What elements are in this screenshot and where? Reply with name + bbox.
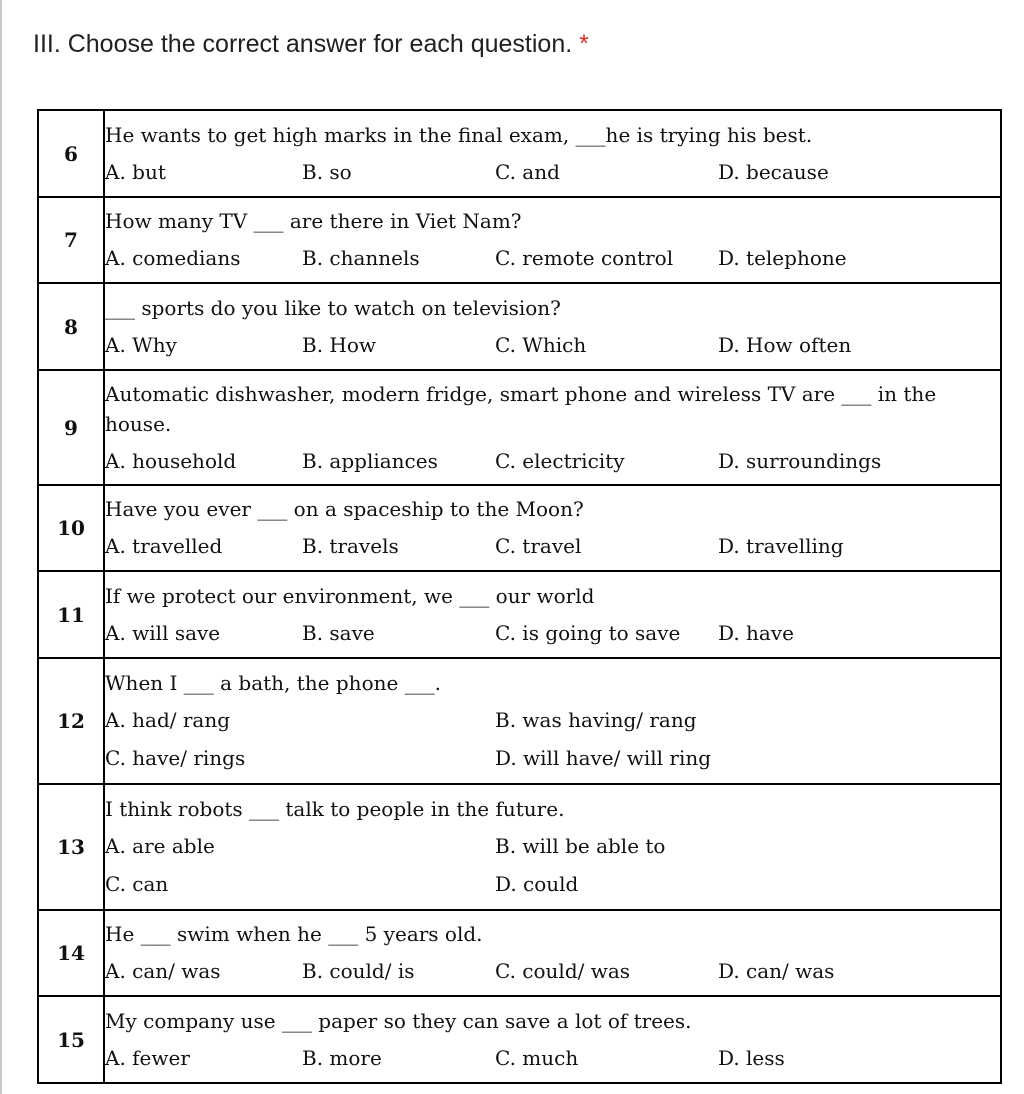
question-row-12 <box>38 658 1001 784</box>
question-row-14 <box>38 910 1001 996</box>
option-b[interactable]: B. channels <box>302 246 420 270</box>
question-row-8 <box>38 283 1001 370</box>
question-content <box>104 283 1001 370</box>
question-row-13 <box>38 784 1001 910</box>
question-number: 14 <box>38 910 104 996</box>
option-c[interactable]: C. and <box>495 159 560 184</box>
options-row <box>105 326 1000 364</box>
option-a[interactable]: A. Why <box>105 332 177 357</box>
option-b[interactable]: B. could/ is <box>302 959 415 983</box>
option-b[interactable]: B. travels <box>302 534 399 558</box>
options-row <box>105 442 1000 480</box>
option-b[interactable]: B. How <box>302 332 377 357</box>
question-row-6 <box>38 110 1001 197</box>
question-number: 10 <box>38 485 104 571</box>
option-c[interactable]: C. can <box>105 872 169 896</box>
question-number: 15 <box>38 996 104 1083</box>
option-a[interactable]: A. travelled <box>105 534 223 558</box>
option-d[interactable]: D. How often <box>718 332 852 357</box>
question-text: My company use ___ paper so they can save a lot of trees. <box>105 1008 692 1033</box>
question-row-15 <box>38 996 1001 1083</box>
options-row <box>105 827 1000 865</box>
question-number: 7 <box>38 197 104 283</box>
option-c[interactable]: C. is going to save <box>495 620 681 645</box>
required-mark: * <box>579 30 589 58</box>
question-text: If we protect our environment, we ___ our world <box>105 583 595 608</box>
question-content <box>104 784 1001 910</box>
option-a[interactable]: A. household <box>105 448 237 473</box>
option-d[interactable]: D. travelling <box>718 534 844 558</box>
option-b[interactable]: B. more <box>302 1045 382 1070</box>
option-a[interactable]: A. comedians <box>105 246 241 270</box>
options-row <box>105 527 1000 565</box>
question-text: How many TV ___ are there in Viet Nam? <box>105 209 522 233</box>
option-b[interactable]: B. so <box>302 159 352 184</box>
question-content <box>104 571 1001 658</box>
left-border <box>0 0 2 1094</box>
question-number: 12 <box>38 658 104 784</box>
question-text: Automatic dishwasher, modern fridge, smart phone and wireless TV are ___ in the house. <box>105 381 937 436</box>
heading-text: III. Choose the correct answer for each question. <box>33 30 573 58</box>
question-row-10 <box>38 485 1001 571</box>
question-text: I think robots ___ talk to people in the future. <box>105 797 565 821</box>
options-row <box>105 952 1000 990</box>
options-row <box>105 239 1000 277</box>
question-table <box>37 109 1002 1084</box>
option-a[interactable]: A. can/ was <box>105 959 221 983</box>
question-content <box>104 370 1001 485</box>
question-row-9 <box>38 370 1001 485</box>
question-number: 11 <box>38 571 104 658</box>
question-text: ___ sports do you like to watch on television? <box>105 295 561 320</box>
question-content <box>104 485 1001 571</box>
options-row <box>105 739 1000 777</box>
option-a[interactable]: A. had/ rang <box>105 708 231 732</box>
option-b[interactable]: B. save <box>302 620 375 645</box>
option-d[interactable]: D. because <box>718 159 829 184</box>
question-content <box>104 197 1001 283</box>
option-c[interactable]: C. electricity <box>495 448 625 473</box>
option-c[interactable]: C. travel <box>495 534 582 558</box>
option-d[interactable]: D. less <box>718 1045 785 1070</box>
options-row <box>105 701 1000 739</box>
question-number: 9 <box>38 370 104 485</box>
question-content <box>104 910 1001 996</box>
question-text: Have you ever ___ on a spaceship to the Moon? <box>105 497 584 521</box>
option-c[interactable]: C. Which <box>495 332 587 357</box>
option-d[interactable]: D. could <box>495 872 579 896</box>
option-c[interactable]: C. have/ rings <box>105 746 246 770</box>
option-d[interactable]: D. have <box>718 620 794 645</box>
option-b[interactable]: B. appliances <box>302 448 438 473</box>
question-text: When I ___ a bath, the phone ___. <box>105 671 442 695</box>
option-a[interactable]: A. are able <box>105 834 215 858</box>
option-c[interactable]: C. could/ was <box>495 959 631 983</box>
option-b[interactable]: B. will be able to <box>495 834 666 858</box>
option-a[interactable]: A. but <box>105 159 166 184</box>
question-row-11 <box>38 571 1001 658</box>
options-row <box>105 1039 1000 1077</box>
question-content <box>104 658 1001 784</box>
option-c[interactable]: C. remote control <box>495 246 674 270</box>
section-heading <box>33 30 589 59</box>
option-d[interactable]: D. telephone <box>718 246 847 270</box>
option-d[interactable]: D. will have/ will ring <box>495 746 712 770</box>
question-number: 13 <box>38 784 104 910</box>
option-d[interactable]: D. surroundings <box>718 448 882 473</box>
option-b[interactable]: B. was having/ rang <box>495 708 697 732</box>
question-row-7 <box>38 197 1001 283</box>
question-number: 6 <box>38 110 104 197</box>
question-text: He wants to get high marks in the final exam, ___he is trying his best. <box>105 122 813 147</box>
question-content <box>104 110 1001 197</box>
question-number: 8 <box>38 283 104 370</box>
options-row <box>105 865 1000 903</box>
options-row <box>105 153 1000 191</box>
option-a[interactable]: A. fewer <box>105 1045 190 1070</box>
option-c[interactable]: C. much <box>495 1045 579 1070</box>
options-row <box>105 614 1000 652</box>
option-a[interactable]: A. will save <box>105 620 221 645</box>
option-d[interactable]: D. can/ was <box>718 959 835 983</box>
question-content <box>104 996 1001 1083</box>
question-text: He ___ swim when he ___ 5 years old. <box>105 922 483 946</box>
